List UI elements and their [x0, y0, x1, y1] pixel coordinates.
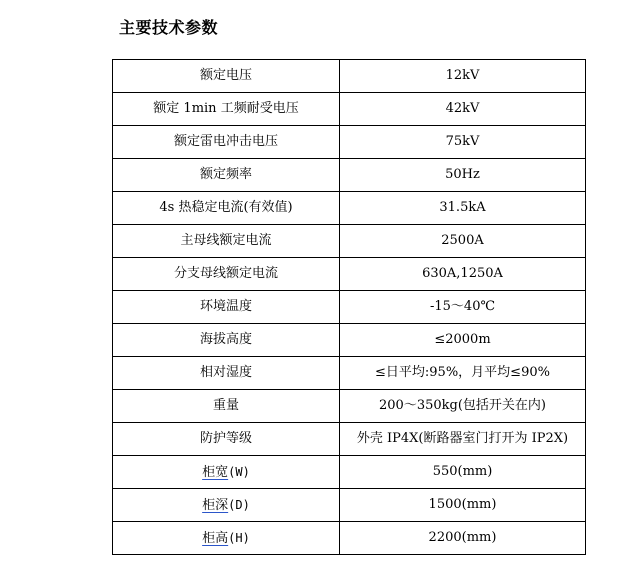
table-row — [113, 93, 586, 126]
param-value: ≤日平均:95%，月平均≤90% — [340, 357, 586, 390]
param-name: 相对湿度 — [113, 357, 340, 390]
param-value: 75kV — [340, 126, 586, 159]
param-value: 1500(mm) — [340, 489, 586, 522]
param-name: 重量 — [113, 390, 340, 423]
param-name-underlined: 柜宽 — [202, 464, 229, 480]
param-value: ≤2000m — [340, 324, 586, 357]
table-row — [113, 258, 586, 291]
param-name — [113, 456, 340, 489]
table-row — [113, 357, 586, 390]
param-value: 2200(mm) — [340, 522, 586, 555]
table-row — [113, 456, 586, 489]
param-name: 额定 1min 工频耐受电压 — [113, 93, 340, 126]
param-name: 分支母线额定电流 — [113, 258, 340, 291]
param-name: 额定电压 — [113, 60, 340, 93]
table-row — [113, 423, 586, 456]
param-name-underlined: 柜高 — [202, 530, 229, 546]
param-name: 海拔高度 — [113, 324, 340, 357]
table-row — [113, 489, 586, 522]
param-name-underlined: 柜深 — [202, 497, 229, 513]
param-name — [113, 522, 340, 555]
param-unit: (W) — [228, 464, 250, 479]
param-name: 4s 热稳定电流(有效值) — [113, 192, 340, 225]
param-value: 200～350kg(包括开关在内) — [340, 390, 586, 423]
param-unit: (D) — [228, 497, 250, 512]
param-value: 550(mm) — [340, 456, 586, 489]
param-value: 外壳 IP4X(断路器室门打开为 IP2X) — [340, 423, 586, 456]
param-name: 主母线额定电流 — [113, 225, 340, 258]
param-value: -15～40℃ — [340, 291, 586, 324]
table-row — [113, 291, 586, 324]
param-unit: (H) — [228, 530, 250, 545]
param-name: 环境温度 — [113, 291, 340, 324]
param-value: 2500A — [340, 225, 586, 258]
param-value: 42kV — [340, 93, 586, 126]
param-value: 31.5kA — [340, 192, 586, 225]
param-value: 630A,1250A — [340, 258, 586, 291]
table-row — [113, 390, 586, 423]
param-name: 额定频率 — [113, 159, 340, 192]
table-row — [113, 159, 586, 192]
table-row — [113, 522, 586, 555]
param-name: 额定雷电冲击电压 — [113, 126, 340, 159]
tech-params-table — [112, 59, 586, 555]
param-value: 12kV — [340, 60, 586, 93]
param-name: 防护等级 — [113, 423, 340, 456]
table-row — [113, 192, 586, 225]
param-name — [113, 489, 340, 522]
table-row — [113, 60, 586, 93]
table-row — [113, 126, 586, 159]
table-row — [113, 225, 586, 258]
section-title: 主要技术参数 — [119, 18, 219, 37]
param-value: 50Hz — [340, 159, 586, 192]
table-row — [113, 324, 586, 357]
